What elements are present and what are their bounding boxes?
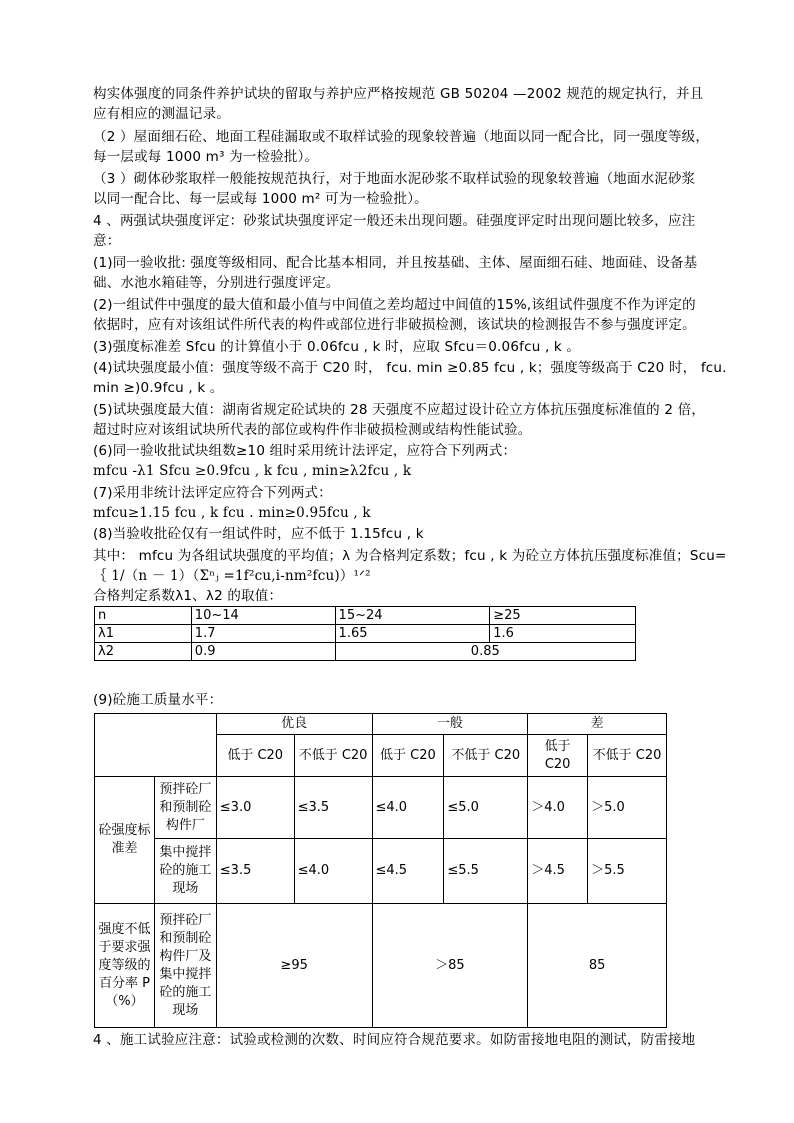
text-line: 超过时应对该组试块所代表的部位或构件作非破损检测或结构性能试验。 — [93, 422, 532, 438]
table-cell: 85 — [528, 904, 667, 1028]
formula-line: ｛ 1/（n － 1）（Σⁿⱼ =1f²cu,i-nm²fcu)）¹ᐟ² — [93, 568, 371, 584]
text-line: 以同一配合比、每一层或每 1000 m² 可为一检验批）。 — [93, 191, 428, 207]
table-cell: 1.65 — [335, 625, 490, 643]
row-label: 强度不低于要求强度等级的百分率 P（%） — [95, 904, 155, 1028]
table-row — [95, 839, 667, 904]
section-title: (9)砼施工质量水平： — [93, 692, 223, 708]
row-sublabel: 预拌砼厂和预制砼构件厂 — [154, 777, 216, 839]
table-cell: ≤3.5 — [216, 839, 294, 904]
table-cell: ≤3.5 — [294, 777, 372, 839]
sub-header: 低于 C20 — [216, 735, 294, 777]
text-line: 其中： mfcu 为各组试块强度的平均值；λ 为合格判定系数；fcu , k 为砼立方体抗压强度标准值；Scu= — [93, 548, 727, 564]
formula-line: mfcu≥1.15 fcu , k fcu . min≥0.95fcu , k — [93, 505, 371, 521]
row-sublabel: 集中搅拌砼的施工现场 — [154, 839, 216, 904]
table-cell: λ2 — [95, 643, 192, 661]
text-line: 依据时，应有对该组试件所代表的构件或部位进行非破损检测，该试块的检测报告不参与强度评定。 — [93, 317, 696, 333]
table-cell: n — [95, 607, 192, 625]
table-cell: ＞5.0 — [588, 777, 667, 839]
table-cell: ≤5.5 — [444, 839, 528, 904]
sub-header: 不低于 C20 — [294, 735, 372, 777]
text-line: (6)同一验收批试块组数≥10 组时采用统计法评定，应符合下列两式： — [93, 443, 517, 459]
table-cell: ＞85 — [372, 904, 528, 1028]
text-line: (7)采用非统计法评定应符合下列两式： — [93, 485, 332, 501]
sub-header: 不低于 C20 — [588, 735, 667, 777]
table-cell: ＞5.5 — [588, 839, 667, 904]
text-line: (4)试块强度最小值：强度等级不高于 C20 时， fcu. min ≥0.85 fcu , k；强度等级高于 C20 时， fcu. — [93, 360, 727, 376]
table-cell: 1.6 — [490, 625, 636, 643]
table-cell: ≤4.0 — [372, 777, 444, 839]
text-line: 4 、施工试验应注意：试验或检测的次数、时间应符合规范要求。如防雷接地电阻的测试，防雷接地 — [93, 1032, 696, 1048]
row-sublabel: 预拌砼厂和预制砼构件厂及集中搅拌砼的施工现场 — [154, 904, 216, 1028]
text-line: (1)同一验收批: 强度等级相同、配合比基本相同，并且按基础、主体、屋面细石硅、地面硅、设备基 — [93, 255, 698, 271]
table-cell: ≤4.5 — [372, 839, 444, 904]
sub-header: 低于 C20 — [528, 735, 588, 777]
text-line: 4 、两强试块强度评定：砂浆试块强度评定一般还未出现问题。硅强度评定时出现问题比较多，应注 — [93, 213, 696, 229]
table-cell: 10~14 — [191, 607, 335, 625]
level-header: 优良 — [216, 714, 372, 735]
table-row — [95, 625, 636, 643]
text-line: 础、水池水箱硅等，分别进行强度评定。 — [93, 275, 340, 291]
level-header: 一般 — [372, 714, 528, 735]
table-cell — [95, 714, 217, 777]
table-cell: ＞4.0 — [528, 777, 588, 839]
table-cell: ≤5.0 — [444, 777, 528, 839]
quality-table — [94, 713, 667, 1028]
text-line: (3)强度标准差 Sfcu 的计算值小于 0.06fcu , k 时，应取 Sfcu＝0.06fcu , k 。 — [93, 339, 581, 355]
table-row — [95, 714, 667, 735]
text-line: (2)一组试件中强度的最大值和最小值与中间值之差均超过中间值的15%,该组试件强度不作为评定的 — [93, 297, 696, 313]
text-line: （3 ）砌体砂浆取样一般能按规范执行，对于地面水泥砂浆不取样试验的现象较普遍（地面水泥砂浆 — [93, 171, 696, 187]
table-cell: 0.9 — [191, 643, 335, 661]
formula-line: mfcu -λ1 Sfcu ≥0.9fcu , k fcu , min≥λ2fcu , k — [93, 463, 412, 479]
table-cell: 0.85 — [335, 643, 635, 661]
table-row — [95, 904, 667, 1028]
coefficient-table — [94, 606, 636, 661]
table-cell: ≤3.0 — [216, 777, 294, 839]
text-line: 应有相应的测温记录。 — [93, 106, 230, 122]
sub-header: 低于 C20 — [372, 735, 444, 777]
table-row — [95, 607, 636, 625]
text-line: 每一层或每 1000 m³ 为一检验批）。 — [93, 149, 319, 165]
text-line: （2 ）屋面细石砼、地面工程硅漏取或不取样试验的现象较普遍（地面以同一配合比，同一强度等级， — [93, 129, 710, 145]
table-row — [95, 777, 667, 839]
table-cell: ≥95 — [216, 904, 372, 1028]
row-label: 砼强度标准差 — [95, 777, 155, 904]
table-cell: ≤4.0 — [294, 839, 372, 904]
text-line: (8)当验收批砼仅有一组试件时，应不低于 1.15fcu , k — [93, 526, 424, 542]
table-cell: ≥25 — [490, 607, 636, 625]
text-line: 构实体强度的同条件养护试块的留取与养护应严格按规范 GB 50204 —2002 规范的规定执行，并且 — [93, 86, 704, 102]
table-cell: 15~24 — [335, 607, 490, 625]
table-row — [95, 643, 636, 661]
text-line: min ≥)0.9fcu , k 。 — [93, 380, 224, 396]
level-header: 差 — [528, 714, 667, 735]
text-line: (5)试块强度最大值：湖南省规定砼试块的 28 天强度不应超过设计砼立方体抗压强度标准值的 2 倍， — [93, 402, 706, 418]
table-cell: λ1 — [95, 625, 192, 643]
sub-header: 不低于 C20 — [444, 735, 528, 777]
text-line: 合格判定系数λ1、λ2 的取值： — [93, 588, 283, 604]
table-cell: 1.7 — [191, 625, 335, 643]
table-cell: ＞4.5 — [528, 839, 588, 904]
text-line: 意： — [93, 233, 121, 249]
